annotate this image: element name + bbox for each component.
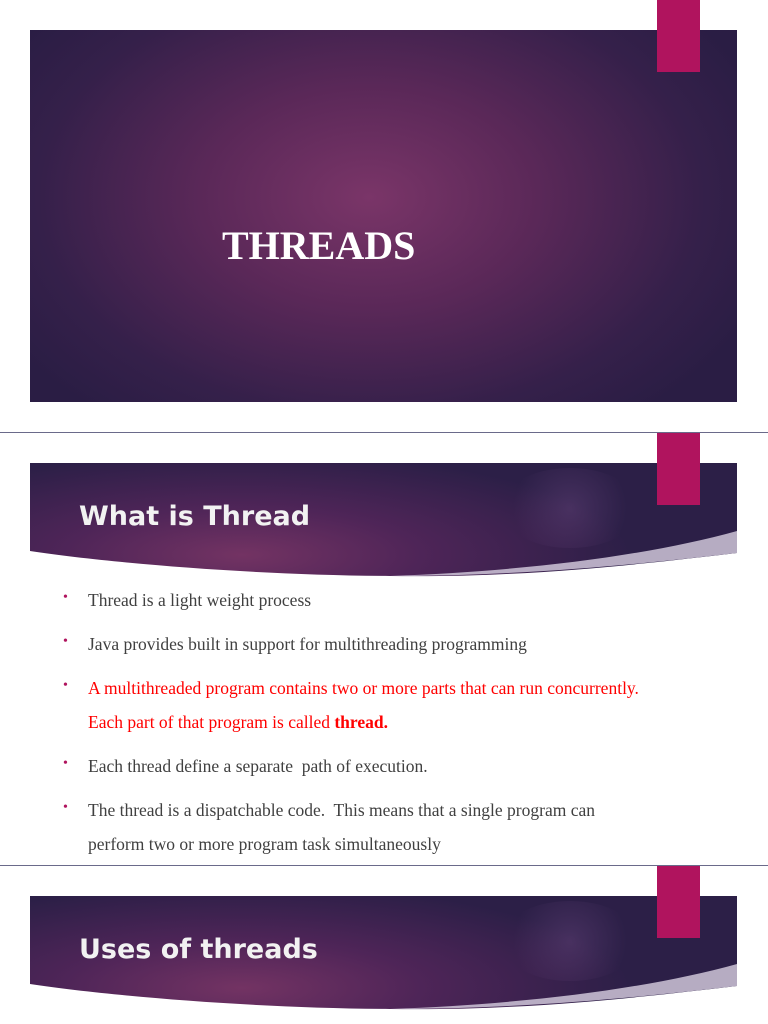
slide-3-uses-of-threads xyxy=(0,866,768,1024)
bullet-item xyxy=(63,583,723,617)
bullet-text: Each thread define a separate path of execution. xyxy=(88,756,428,776)
slide-title: THREADS xyxy=(222,223,416,268)
slide-heading: Uses of threads xyxy=(79,934,318,965)
accent-tab xyxy=(657,433,700,505)
bullet-dot-icon: • xyxy=(63,756,68,771)
bullet-item xyxy=(63,627,723,661)
slide-1-title xyxy=(0,0,768,432)
bullet-item xyxy=(63,749,723,783)
bullet-keyword: thread. xyxy=(334,712,388,732)
bullet-text: Java provides built in support for multithreading programming xyxy=(88,634,527,654)
slide-2-what-is-thread xyxy=(0,433,768,865)
bullet-dot-icon: • xyxy=(63,800,68,815)
title-banner xyxy=(30,30,737,402)
bullet-dot-icon: • xyxy=(63,590,68,605)
accent-tab xyxy=(657,0,700,72)
bullet-dot-icon: • xyxy=(63,678,68,693)
bullet-text: Thread is a light weight process xyxy=(88,590,312,610)
bullet-item xyxy=(63,793,723,861)
bullet-item-highlighted xyxy=(63,671,723,739)
slide-heading: What is Thread xyxy=(79,501,311,532)
bullet-dot-icon: • xyxy=(63,634,68,649)
bullet-text: Each part of that program is called xyxy=(88,712,335,732)
accent-tab xyxy=(657,866,700,938)
bullet-text: perform two or more program task simultaneously xyxy=(88,834,441,854)
bullet-list xyxy=(63,583,723,865)
bullet-text: A multithreaded program contains two or more parts that can run concurrently. xyxy=(88,678,639,698)
bullet-text: The thread is a dispatchable code. This means that a single program can xyxy=(88,800,596,820)
